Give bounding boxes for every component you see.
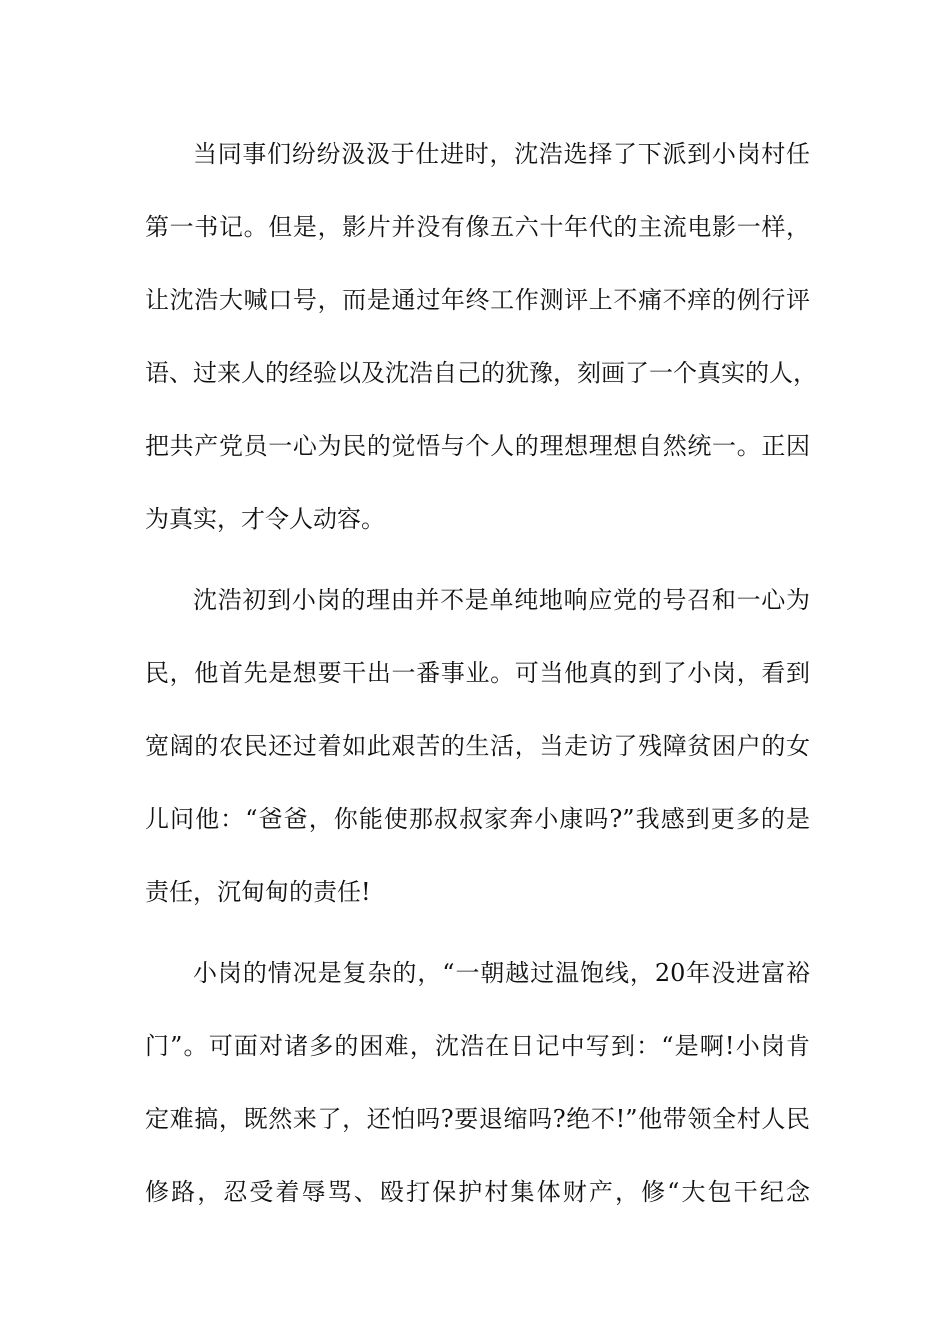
paragraph-3-line-3: 定难搞，既然来了，还怕吗?要退缩吗?绝不!”他带领全村人民: [145, 1105, 810, 1133]
paragraph-1-line-5: 把共产党员一心为民的觉悟与个人的理想理想自然统一。正因: [145, 432, 810, 460]
paragraph-1-line-2: 第一书记。但是，影片并没有像五六十年代的主流电影一样，: [145, 213, 810, 241]
paragraph-2-line-5: 责任，沉甸甸的责任!: [145, 878, 371, 906]
paragraph-2-line-3: 宽阔的农民还过着如此艰苦的生活，当走访了残障贫困户的女: [145, 732, 810, 760]
paragraph-1-line-3: 让沈浩大喊口号，而是通过年终工作测评上不痛不痒的例行评: [145, 286, 810, 314]
paragraph-3-line-2: 门”。可面对诸多的困难，沈浩在日记中写到：“是啊!小岗肯: [145, 1032, 810, 1060]
paragraph-3-line-4: 修路，忍受着辱骂、殴打保护村集体财产，修“大包干纪念: [145, 1178, 810, 1206]
paragraph-1-line-1: 当同事们纷纷汲汲于仕进时，沈浩选择了下派到小岗村任: [193, 140, 810, 168]
paragraph-1-line-4: 语、过来人的经验以及沈浩自己的犹豫，刻画了一个真实的人，: [145, 359, 817, 387]
paragraph-2-line-1: 沈浩初到小岗的理由并不是单纯地响应党的号召和一心为: [193, 586, 810, 614]
paragraph-3-line-1: 小岗的情况是复杂的，“一朝越过温饱线，20年没进富裕: [193, 959, 810, 987]
paragraph-2-line-4: 儿问他：“爸爸，你能使那叔叔家奔小康吗?”我感到更多的是: [145, 805, 810, 833]
paragraph-1-line-6: 为真实，才令人动容。: [145, 505, 385, 533]
paragraph-2-line-2: 民，他首先是想要干出一番事业。可当他真的到了小岗，看到: [145, 659, 810, 687]
